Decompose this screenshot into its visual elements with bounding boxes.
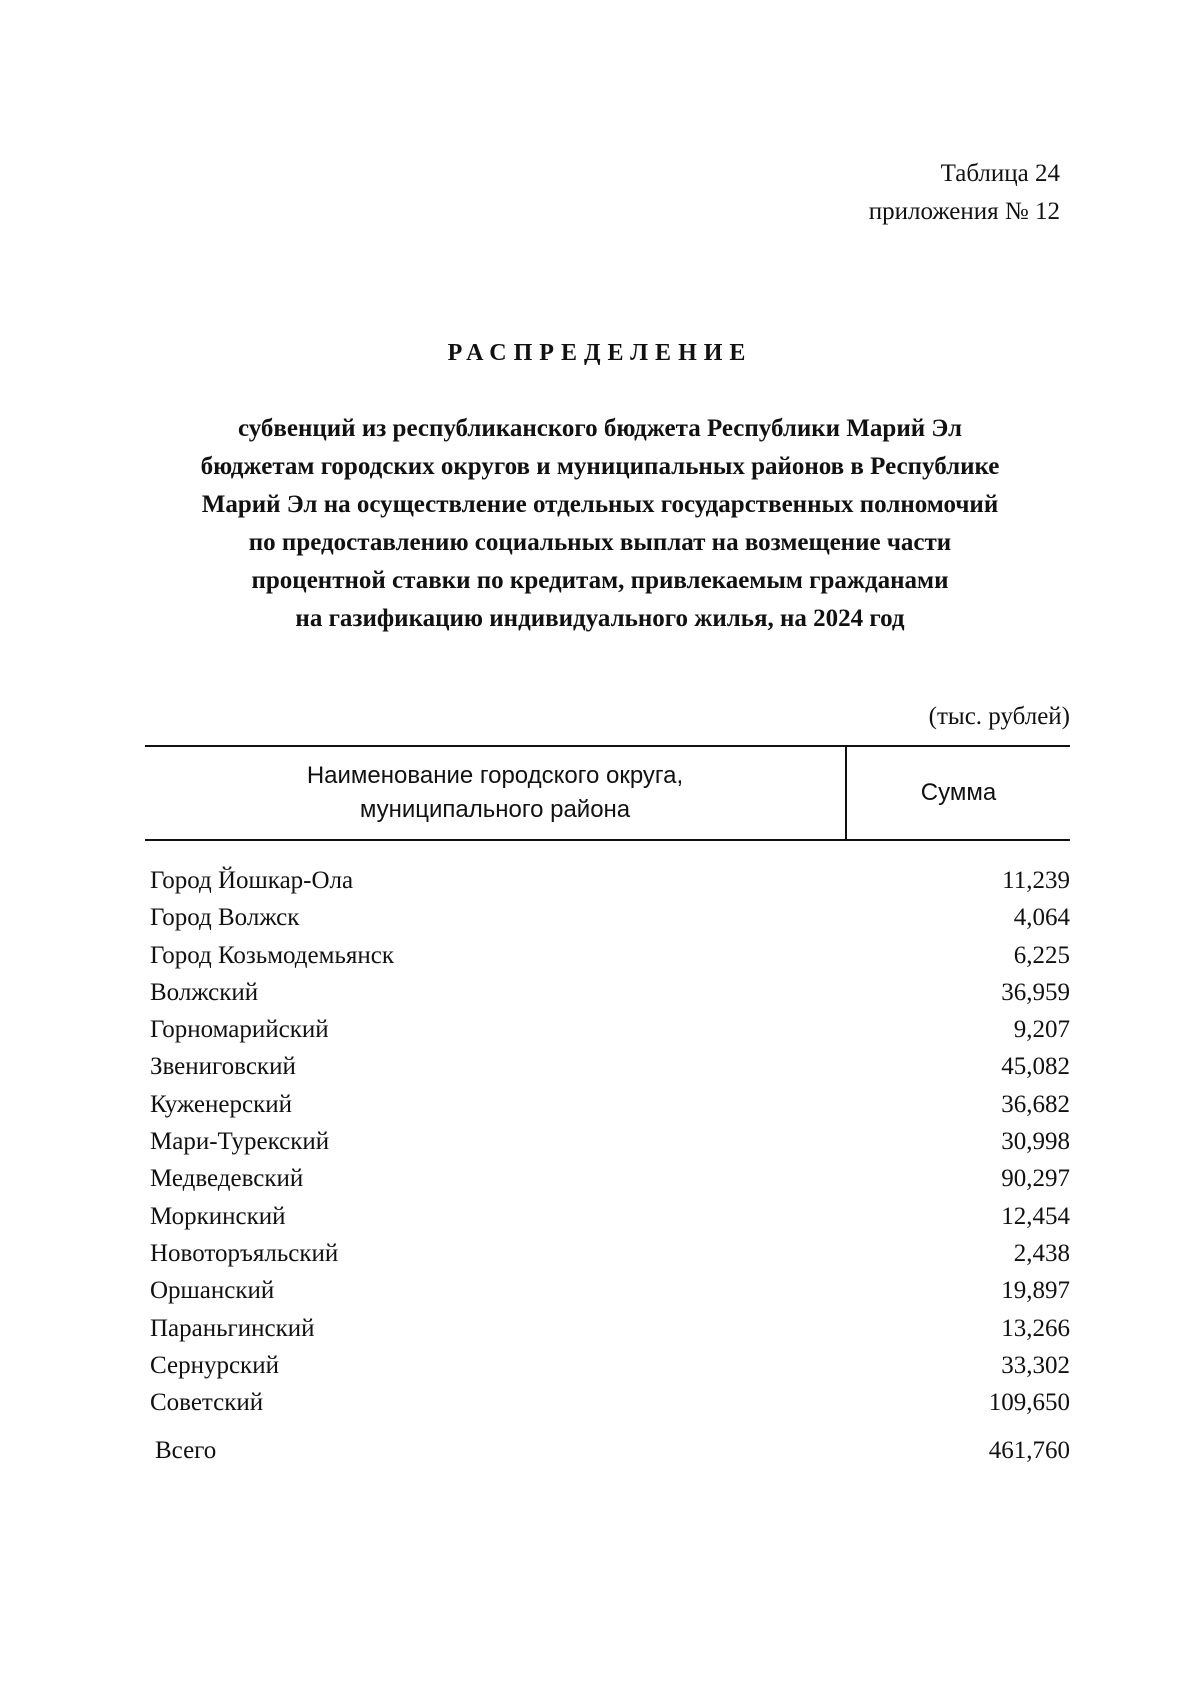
row-value: 33,302 [1001, 1351, 1070, 1379]
row-value: 45,082 [1001, 1053, 1070, 1081]
row-name: Куженерский [150, 1090, 292, 1118]
row-name: Сернурский [150, 1351, 279, 1379]
total-row [155, 1432, 1070, 1469]
total-value: 461,760 [988, 1437, 1070, 1464]
table-header [145, 745, 1070, 841]
row-value: 9,207 [1013, 1016, 1070, 1044]
table-row [150, 1310, 1070, 1347]
row-name: Город Волжск [150, 904, 300, 932]
column-header-sum: Сумма [920, 779, 997, 806]
row-name: Медведевский [150, 1165, 304, 1193]
column-header-name-line: муниципального района [359, 796, 631, 823]
table-row [150, 899, 1070, 936]
row-value: 90,297 [1001, 1165, 1070, 1193]
annex-appendix-number: приложения № 12 [868, 198, 1060, 225]
annex-reference [869, 155, 1060, 231]
document-subtitle [130, 410, 1070, 638]
row-name: Моркинский [150, 1202, 286, 1230]
row-name: Волжский [150, 978, 259, 1006]
column-header-name [145, 747, 847, 839]
column-header-name-line: Наименование городского округа, [306, 762, 684, 789]
row-value: 19,897 [1001, 1277, 1070, 1305]
row-name: Город Козьмодемьянск [150, 941, 394, 969]
row-value: 6,225 [1013, 941, 1070, 969]
row-value: 109,650 [988, 1389, 1070, 1417]
table-row [150, 1235, 1070, 1272]
row-name: Горномарийский [150, 1016, 329, 1044]
row-name: Оршанский [150, 1277, 275, 1305]
row-name: Советский [150, 1389, 264, 1417]
row-name: Параньгинский [150, 1314, 315, 1342]
row-value: 4,064 [1013, 904, 1070, 932]
row-name: Город Йошкар-Ола [150, 867, 354, 894]
row-value: 11,239 [1002, 867, 1070, 894]
table-body [150, 862, 1070, 1421]
table-row [150, 1048, 1070, 1085]
table-row [150, 1384, 1070, 1421]
row-value: 12,454 [1001, 1202, 1070, 1230]
units-label: (тыс. рублей) [928, 703, 1070, 730]
row-name: Мари-Турекский [150, 1128, 330, 1156]
table-row [150, 1160, 1070, 1197]
total-label: Всего [155, 1437, 217, 1464]
row-value: 13,266 [1001, 1314, 1070, 1342]
table-row [150, 1198, 1070, 1235]
row-value: 36,682 [1001, 1090, 1070, 1118]
row-value: 30,998 [1001, 1128, 1070, 1156]
subtitle-line: Марий Эл на осуществление отдельных государственных полномочий [201, 491, 999, 518]
subtitle-line: субвенций из республиканского бюджета Республики Марий Эл [237, 415, 963, 442]
subtitle-line: по предоставлению социальных выплат на возмещение части [248, 529, 952, 556]
row-name: Звениговский [150, 1053, 296, 1081]
document-title: РАСПРЕДЕЛЕНИЕ [447, 340, 753, 366]
table-row [150, 1272, 1070, 1309]
table-row [150, 1086, 1070, 1123]
annex-table-number: Таблица 24 [940, 160, 1060, 187]
row-value: 2,438 [1013, 1239, 1070, 1267]
table-row [150, 1011, 1070, 1048]
subtitle-line: на газификацию индивидуального жилья, на 2024 год [295, 605, 905, 632]
row-name: Новоторъяльский [150, 1239, 339, 1267]
subtitle-line: процентной ставки по кредитам, привлекаемым гражданами [251, 567, 949, 594]
row-value: 36,959 [1001, 978, 1070, 1006]
table-row [150, 1347, 1070, 1384]
table-row [150, 937, 1070, 974]
table-row [150, 862, 1070, 899]
subtitle-line: бюджетам городских округов и муниципальных районов в Республике [200, 453, 1000, 480]
table-row [150, 1123, 1070, 1160]
table-row [150, 974, 1070, 1011]
